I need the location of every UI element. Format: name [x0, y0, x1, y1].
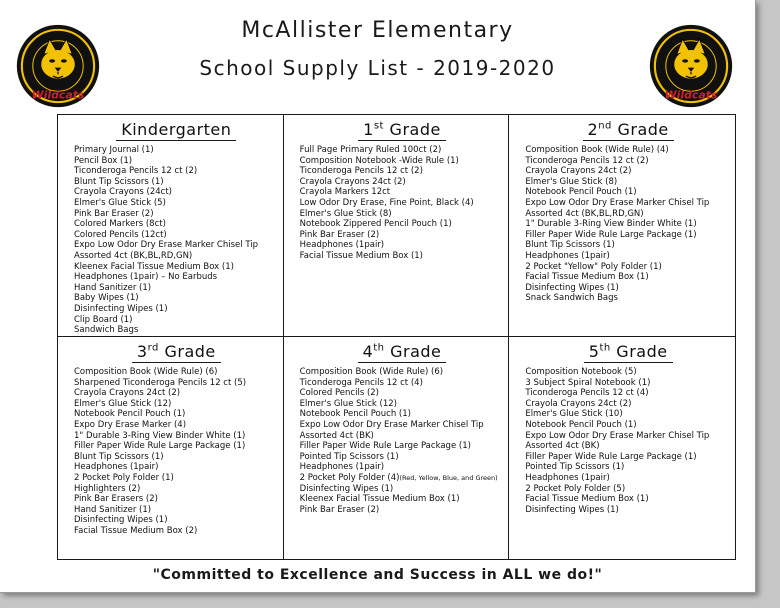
- page-header: [0, 0, 755, 112]
- grade-cell-4th: [284, 337, 510, 559]
- supply-item: Crayola Crayons 24ct (2): [525, 398, 632, 409]
- grade-title-rest: Grade: [383, 120, 441, 139]
- supply-item: Notebook Zippered Pencil Pouch (1): [299, 219, 452, 230]
- supply-item: Crayola Crayons 24ct (2): [74, 388, 181, 399]
- supply-item: Elmer's Glue Stick (10): [525, 409, 623, 420]
- supply-item: Assorted 4ct (BK): [299, 430, 374, 441]
- grade-ordinal: th: [373, 342, 385, 354]
- supply-item: Headphones (1pair): [74, 462, 159, 473]
- supply-item: Low Odor Dry Erase, Fine Point, Black (4): [299, 197, 474, 208]
- supply-item: Disinfecting Wipes (1): [74, 303, 168, 314]
- supply-item: Disinfecting Wipes (1): [74, 515, 168, 526]
- supply-item: 2 Pocket "Yellow" Poly Folder (1): [525, 261, 662, 272]
- grade-title-rest: Grade: [384, 342, 442, 361]
- wildcat-mascot-icon: [16, 24, 100, 108]
- supply-item: 2 Pocket Poly Folder (1): [74, 472, 174, 483]
- supply-item: Notebook Pencil Pouch (1): [74, 409, 186, 420]
- school-motto: "Committed to Excellence and Success in ALL we do!": [152, 567, 603, 583]
- supply-items: [300, 145, 505, 262]
- supply-item: Snack Sandwich Bags: [525, 293, 618, 304]
- school-name: McAllister Elementary: [241, 18, 514, 43]
- supply-item: Crayola Crayons 24ct (2): [299, 176, 406, 187]
- grade-title: [525, 342, 731, 363]
- supply-item: Highlighters (2): [74, 483, 141, 494]
- supply-item: 2 Pocket Poly Folder (5): [525, 483, 626, 494]
- supply-item: Headphones (1pair): [299, 462, 385, 473]
- supply-item: Baby Wipes (1): [74, 293, 139, 304]
- supply-item: Facial Tissue Medium Box (1): [299, 250, 423, 261]
- supply-item: Pointed Tip Scissors (1): [299, 451, 399, 462]
- grade-title-rest: Grade: [610, 342, 668, 361]
- supply-item: Expo Dry Erase Marker (4): [74, 419, 187, 430]
- list-title: School Supply List - 2019-2020: [199, 56, 556, 80]
- supply-item: Crayola Crayons 24ct (2): [525, 166, 632, 177]
- grade-title-text: Kindergarten: [121, 120, 232, 139]
- grade-title-text: 3: [136, 342, 148, 361]
- supply-item: Composition Book (Wide Rule) (6): [299, 367, 444, 377]
- supply-item: Expo Low Odor Dry Erase Marker Chisel Tip: [525, 430, 710, 441]
- grade-title-text: 2: [587, 120, 599, 139]
- wildcats-logo-left: [16, 24, 100, 108]
- supply-item: Sharpened Ticonderoga Pencils 12 ct (5): [74, 377, 247, 388]
- supply-items: [300, 367, 505, 515]
- supply-item: Colored Pencils (12ct): [74, 229, 167, 240]
- header-titles: [0, 0, 755, 80]
- supply-items: [74, 145, 279, 336]
- supply-item: Disinfecting Wipes (1): [525, 504, 619, 515]
- supply-item: Facial Tissue Medium Box (1): [525, 272, 649, 283]
- supply-item: Expo Low Odor Dry Erase Marker Chisel Tip: [74, 240, 259, 251]
- supply-item: Elmer's Glue Stick (12): [299, 398, 397, 409]
- grade-title: [74, 120, 279, 141]
- grade-ordinal: st: [373, 120, 384, 132]
- supply-item: Composition Book (Wide Rule) (4): [525, 145, 669, 155]
- supply-item: Ticonderoga Pencils 12 ct (2): [299, 166, 423, 177]
- supply-item: 3 Subject Spiral Notebook (1): [525, 377, 651, 388]
- grade-title-text: 4: [362, 342, 374, 361]
- grade-title-rest: Grade: [611, 120, 669, 139]
- grade-cell-kindergarten: [58, 115, 284, 337]
- supply-item: Sandwich Bags: [74, 325, 139, 336]
- supply-items: [525, 145, 731, 304]
- supply-grid: [57, 114, 736, 560]
- supply-item: Assorted 4ct (BK,BL,RD,GN): [525, 208, 644, 219]
- supply-item: Headphones (1pair) – No Earbuds: [74, 272, 218, 283]
- supply-item: 2 Pocket Poly Folder (4)(Red, Yellow, Blue, and Green): [299, 472, 498, 483]
- wildcats-logo-right: [649, 24, 733, 108]
- supply-item: Ticonderoga Pencils 12 ct (2): [525, 155, 649, 166]
- supply-item: Full Page Primary Ruled 100ct (2): [299, 145, 442, 155]
- supply-item: Disinfecting Wipes (1): [525, 282, 619, 293]
- grade-title: [300, 342, 505, 363]
- supply-item-note: (Red, Yellow, Blue, and Green): [399, 473, 498, 482]
- supply-item: Headphones (1pair): [299, 240, 385, 251]
- grade-ordinal: nd: [598, 120, 612, 132]
- supply-item: Composition Notebook (5): [525, 367, 637, 377]
- supply-item: Kleenex Facial Tissue Medium Box (1): [299, 494, 460, 505]
- supply-item: 1" Durable 3-Ring View Binder White (1): [74, 430, 246, 441]
- supply-item: Headphones (1pair): [525, 250, 610, 261]
- supply-item: Expo Low Odor Dry Erase Marker Chisel Tip: [525, 197, 710, 208]
- supply-item: Notebook Pencil Pouch (1): [525, 187, 637, 198]
- supply-item: Filler Paper Wide Rule Large Package (1): [299, 441, 471, 452]
- supply-item: Headphones (1pair): [525, 472, 610, 483]
- supply-item: Filler Paper Wide Rule Large Package (1): [525, 451, 697, 462]
- grade-title: [525, 120, 731, 141]
- supply-item: Primary Journal (1): [74, 145, 154, 155]
- supply-item: Filler Paper Wide Rule Large Package (1): [525, 229, 697, 240]
- supply-item: Assorted 4ct (BK,BL,RD,GN): [74, 250, 193, 261]
- supply-item: Notebook Pencil Pouch (1): [525, 419, 637, 430]
- supply-item: Blunt Tip Scissors (1): [525, 240, 615, 251]
- supply-item: Pink Bar Eraser (2): [299, 504, 380, 515]
- supply-item: Expo Low Odor Dry Erase Marker Chisel Tip: [299, 419, 484, 430]
- supply-item: 1" Durable 3-Ring View Binder White (1): [525, 219, 697, 230]
- supply-item: Elmer's Glue Stick (5): [74, 197, 166, 208]
- wildcats-label: Wildcats: [664, 88, 718, 102]
- supply-item: Pink Bar Erasers (2): [74, 494, 158, 505]
- supply-item: Clip Board (1): [74, 314, 133, 325]
- grade-ordinal: rd: [147, 342, 159, 354]
- supply-items: [525, 367, 731, 515]
- supply-item: Ticonderoga Pencils 12 ct (4): [525, 388, 649, 399]
- grade-title-text: 5: [588, 342, 600, 361]
- grade-ordinal: th: [599, 342, 611, 354]
- supply-item: Filler Paper Wide Rule Large Package (1): [74, 441, 246, 452]
- grade-title-text: 1: [363, 120, 374, 139]
- grade-title: [74, 342, 279, 363]
- supply-item: Ticonderoga Pencils 12 ct (2): [74, 166, 198, 177]
- grade-title: [300, 120, 505, 141]
- supply-item: Notebook Pencil Pouch (1): [299, 409, 411, 420]
- grade-cell-5th: [509, 337, 735, 559]
- supply-item: Composition Notebook -Wide Rule (1): [299, 155, 459, 166]
- supply-item: Pencil Box (1): [74, 155, 133, 166]
- supply-item: Facial Tissue Medium Box (2): [74, 525, 198, 536]
- supply-item: Kleenex Facial Tissue Medium Box (1): [74, 261, 234, 272]
- supply-item: Pink Bar Eraser (2): [299, 229, 380, 240]
- supply-item: Composition Book (Wide Rule) (6): [74, 367, 218, 377]
- supply-item: Elmer's Glue Stick (8): [299, 208, 392, 219]
- supply-item: Colored Pencils (2): [299, 388, 379, 399]
- supply-item: Ticonderoga Pencils 12 ct (4): [299, 377, 423, 388]
- wildcats-label: Wildcats: [31, 88, 85, 102]
- supply-item: Disinfecting Wipes (1): [299, 483, 394, 494]
- supply-item: Facial Tissue Medium Box (1): [525, 494, 649, 505]
- grade-cell-2nd: [509, 115, 735, 337]
- supply-item: Pointed Tip Scissors (1): [525, 462, 625, 473]
- supply-items: [74, 367, 279, 537]
- supply-item: Hand Sanitizer (1): [74, 504, 152, 515]
- supply-item: Crayola Markers 12ct: [299, 187, 391, 198]
- supply-item: Assorted 4ct (BK): [525, 441, 600, 452]
- wildcat-mascot-icon: [649, 24, 733, 108]
- grade-cell-3rd: [58, 337, 284, 559]
- supply-item: Crayola Crayons (24ct): [74, 187, 172, 198]
- grade-cell-1st: [284, 115, 510, 337]
- grade-title-rest: Grade: [158, 342, 216, 361]
- supply-item: Elmer's Glue Stick (8): [525, 176, 618, 187]
- supply-item: Pink Bar Eraser (2): [74, 208, 154, 219]
- supply-item: Hand Sanitizer (1): [74, 282, 152, 293]
- supply-item: Colored Markers (8ct): [74, 219, 166, 230]
- supply-item: Elmer's Glue Stick (12): [74, 398, 172, 409]
- supply-item: Blunt Tip Scissors (1): [74, 176, 164, 187]
- supply-item: Blunt Tip Scissors (1): [74, 451, 164, 462]
